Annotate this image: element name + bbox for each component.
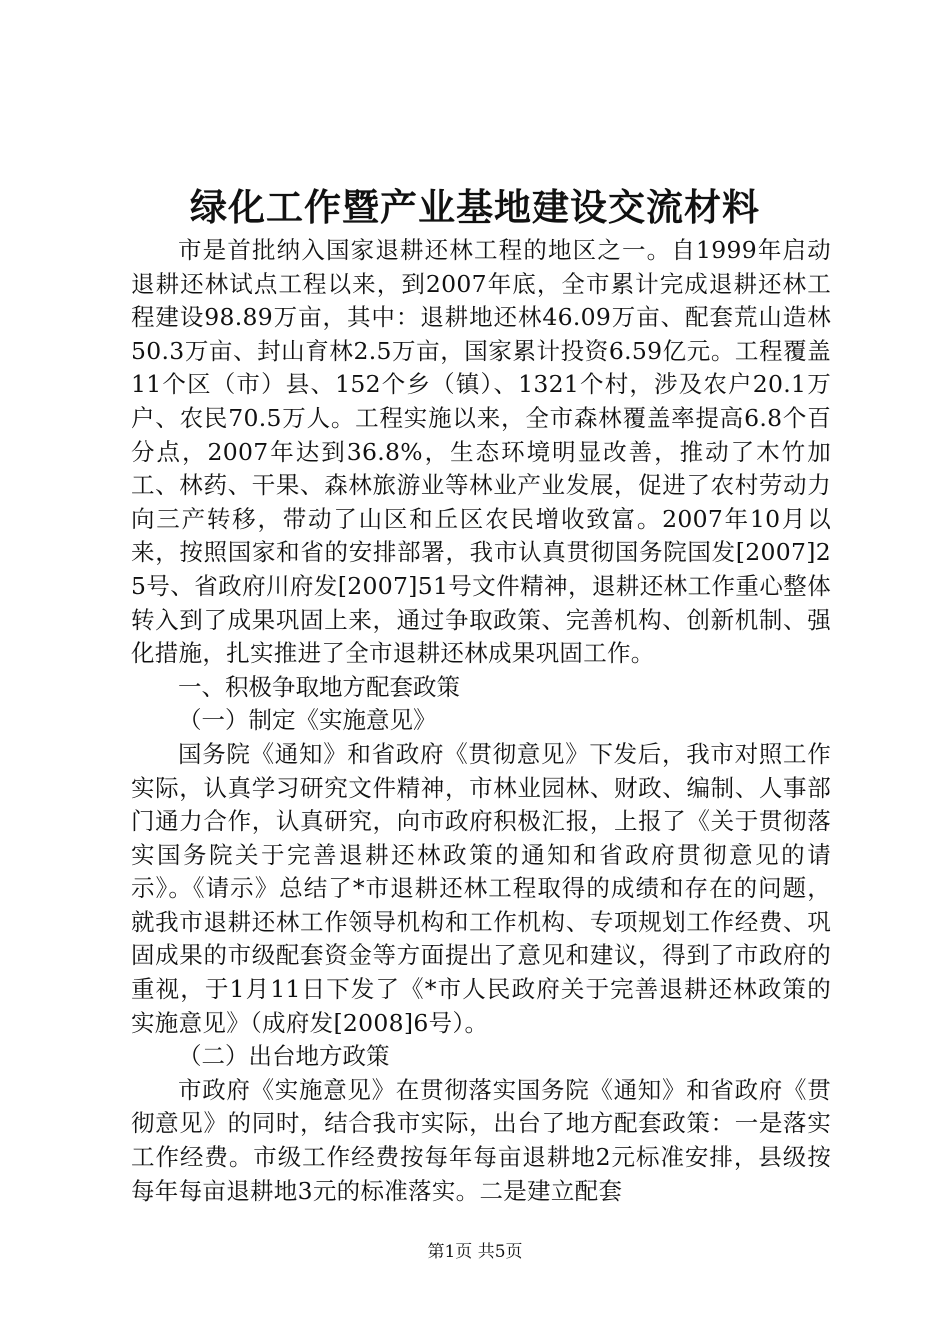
document-body bbox=[131, 234, 831, 1208]
subsection-2-paragraph: 市政府《实施意见》在贯彻落实国务院《通知》和省政府《贯彻意见》的同时，结合我市实际，出台了地方配套政策：一是落实工作经费。市级工作经费按每年每亩退耕地2元标准安排，县级按每年每亩退耕地3元的标准落实。二是建立配套 bbox=[131, 1075, 831, 1205]
subsection-heading-1: （一）制定《实施意见》 bbox=[178, 706, 437, 735]
subsection-1-paragraph: 国务院《通知》和省政府《贯彻意见》下发后，我市对照工作实际，认真学习研究文件精神，市林业园林、财政、编制、人事部门通力合作，认真研究，向市政府积极汇报，上报了《关于贯彻落实国务院关于完善退耕还林政策的通知和省政府贯彻意见的请示》。《请示》总结了*市退耕还林工程取得的成绩和存在的问题，就我市退耕还林工作领导机构和工作机构、专项规划工作经费、巩固成果的市级配套资金等方面提出了意见和建议，得到了市政府的重视，于1月11日下发了《*市人民政府关于完善退耕还林政策的实施意见》（成府发[2008]6号）。 bbox=[131, 739, 831, 1037]
page-number-footer: 第1页 共5页 bbox=[427, 1242, 523, 1262]
section-heading-1: 一、积极争取地方配套政策 bbox=[178, 672, 460, 701]
intro-paragraph: 市是首批纳入国家退耕还林工程的地区之一。自1999年启动退耕还林试点工程以来，到2007年底，全市累计完成退耕还林工程建设98.89万亩，其中：退耕地还林46.09万亩、配套荒山造林50.3万亩、封山育林2.5万亩，国家累计投资6.59亿元。工程覆盖11个区（市）县、152个乡（镇）、1321个村，涉及农户20.1万户、农民70.5万人。工程实施以来，全市森林覆盖率提高6.8个百分点，2007年达到36.8%，生态环境明显改善，推动了木竹加工、林药、干果、森林旅游业等林业产业发展，促进了农村劳动力向三产转移，带动了山区和丘区农民增收致富。2007年10月以来，按照国家和省的安排部署，我市认真贯彻国务院国发[2007]25号、省政府川府发[2007]51号文件精神，退耕还林工作重心整体转入到了成果巩固上来，通过争取政策、完善机构、创新机制、强化措施，扎实推进了全市退耕还林成果巩固工作。 bbox=[131, 236, 831, 668]
subsection-heading-2: （二）出台地方政策 bbox=[178, 1042, 390, 1071]
document-title: 绿化工作暨产业基地建设交流材料 bbox=[190, 185, 760, 229]
